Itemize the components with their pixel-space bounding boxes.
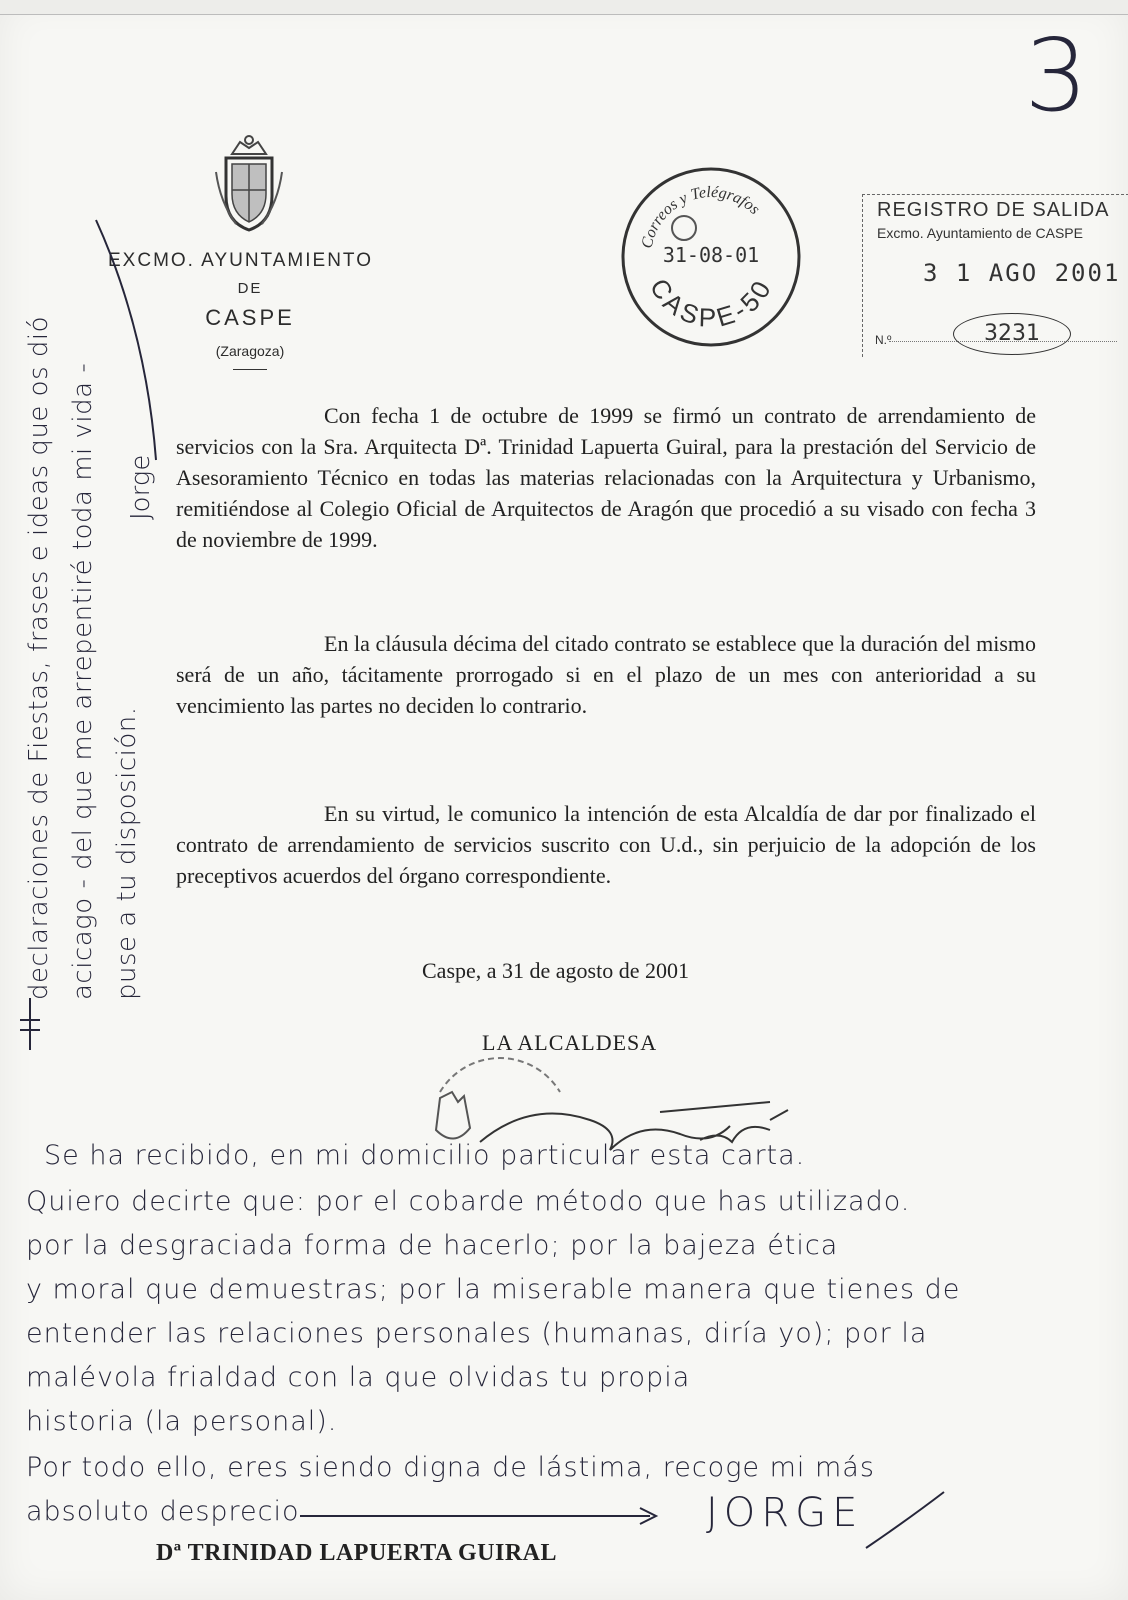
letterhead-city: CASPE: [205, 305, 295, 330]
scan-edge: [0, 0, 1128, 15]
letterhead-rule: [233, 369, 267, 370]
handwritten-line: malévola frialdad con la que olvidas tu propia: [26, 1362, 691, 1393]
slash-mark: [860, 1488, 950, 1552]
page-number: 3: [1024, 17, 1088, 134]
handwritten-line: Se ha recibido, en mi domicilio particular esta carta.: [44, 1140, 806, 1171]
postmark-date: 31-08-01: [662, 243, 760, 267]
postmark-bottom-text: CASPE-50: [643, 272, 779, 333]
handwritten-line: entender las relaciones personales (humanas, diría yo); por la: [26, 1318, 928, 1349]
handwritten-line: absoluto desprecio: [26, 1496, 300, 1527]
body-paragraph-1: Con fecha 1 de octubre de 1999 se firmó un contrato de arrendamiento de servicios con la Sra. Arquitecta Dª. Trinidad Lapuerta Guiral, para la prestación del Servicio de Asesoramiento Técnico en todas las materias relacionadas con la Arquitectura y Urbanismo, remitiéndose al Colegio Oficial de Arquitectos de Aragón que procedió a su visado con fecha 3 de noviembre de 1999.: [176, 403, 1036, 552]
handwritten-line: por la desgraciada forma de hacerlo; por la bajeza ética: [26, 1230, 839, 1261]
handwritten-line: Quiero decirte que: por el cobarde método que has utilizado.: [26, 1186, 911, 1217]
svg-text:Correos y Telégrafos: [639, 184, 763, 250]
registro-subtitle: Excmo. Ayuntamiento de CASPE: [877, 225, 1083, 241]
postmark-stamp: [616, 162, 806, 352]
svg-text:CASPE-50: [644, 273, 779, 333]
handwritten-line: historia (la personal).: [26, 1406, 338, 1437]
margin-note-line: acicago - del que me arrepentiré toda mi vida -: [68, 362, 98, 1000]
registro-salida-stamp: [862, 194, 1128, 357]
arrow-stroke: [300, 1496, 680, 1536]
coat-of-arms-icon: [212, 132, 286, 234]
letterhead-province: (Zaragoza): [215, 343, 285, 359]
handwritten-signature: JORGE: [706, 1490, 864, 1536]
postmark-top-text: Correos y Telégrafos: [638, 183, 763, 250]
registro-number-label: N.º: [875, 333, 892, 347]
body-paragraph-2: En la cláusula décima del citado contrato se establece que la duración del mismo será de un año, tácitamente prorrogado si en el plazo de un mes con anterioridad a su vencimiento las partes no deciden lo contrario.: [176, 631, 1036, 718]
margin-pen-stroke: [86, 210, 196, 470]
letterhead-de: DE: [237, 280, 263, 297]
margin-mark-icon: [16, 996, 44, 1052]
registro-date: 3 1 AGO 2001: [923, 259, 1121, 287]
margin-note-line: declaraciones de Fiestas, frases e ideas que os dió: [24, 315, 54, 1000]
place-date: Caspe, a 31 de agosto de 2001: [422, 958, 689, 983]
signee-name: Dª TRINIDAD LAPUERTA GUIRAL: [156, 1540, 558, 1566]
registro-title: REGISTRO DE SALIDA: [877, 199, 1110, 221]
margin-note-signature: Jorge: [126, 454, 156, 520]
closing-title: LA ALCALDESA: [482, 1030, 658, 1055]
handwritten-line: Por todo ello, eres siendo digna de lástima, recoge mi más: [26, 1452, 875, 1483]
margin-note-line: puse a tu disposición.: [112, 706, 142, 1000]
handwritten-line: y moral que demuestras; por la miserable manera que tienes de: [26, 1274, 961, 1305]
registro-number: 3231: [953, 313, 1071, 355]
body-paragraph-3: En su virtud, le comunico la intención de esta Alcaldía de dar por finalizado el contrato de arrendamiento de servicios suscrito con U.d., sin perjuicio de la adopción de los preceptivos acuerdos del órgano correspondiente.: [176, 801, 1036, 888]
letterhead-org: EXCMO. AYUNTAMIENTO: [108, 250, 373, 271]
